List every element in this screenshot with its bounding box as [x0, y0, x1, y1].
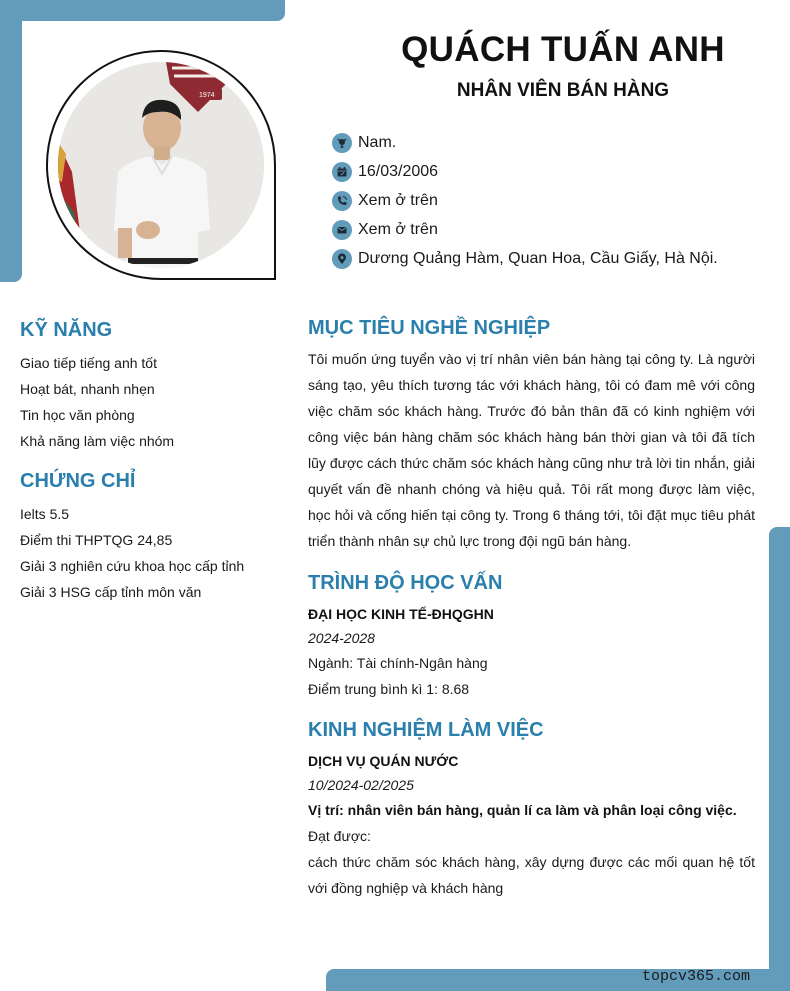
location-icon [332, 249, 352, 269]
email-icon [332, 220, 352, 240]
contact-value: Dương Quảng Hàm, Quan Hoa, Cầu Giấy, Hà Nội. [358, 249, 718, 267]
avatar-frame [46, 50, 276, 280]
education-period: 2024-2028 [308, 630, 375, 646]
watermark: topcv365.com [642, 968, 751, 985]
decor-bar-top [0, 0, 285, 21]
calendar-icon [332, 162, 352, 182]
gender-icon [332, 133, 352, 153]
experience-role: Vị trí: nhân viên bán hàng, quản lí ca làm và phân loại công việc. [308, 802, 737, 818]
education-heading: TRÌNH ĐỘ HỌC VẤN [308, 572, 503, 594]
certificate-item: Giải 3 HSG cấp tỉnh môn văn [20, 584, 202, 600]
candidate-name: QUÁCH TUẤN ANH [401, 30, 725, 69]
objective-section [308, 346, 755, 554]
skills-list [20, 350, 290, 454]
contact-value: Xem ở trên [358, 220, 438, 238]
achieved-label: Đạt được: [308, 828, 371, 844]
avatar [58, 62, 264, 268]
contact-email [332, 215, 718, 244]
certificate-item: Giải 3 nghiên cứu khoa học cấp tỉnh [20, 558, 245, 574]
contact-gender [332, 128, 718, 157]
education-gpa: Điểm trung bình kì 1: 8.68 [308, 681, 470, 697]
skill-item: Hoạt bát, nhanh nhẹn [20, 381, 155, 397]
contact-phone [332, 186, 718, 215]
contact-value: Nam. [358, 133, 397, 151]
profile-photo [58, 62, 264, 268]
certificates-heading: CHỨNG CHỈ [20, 470, 136, 492]
objective-heading: MỤC TIÊU NGHỀ NGHIỆP [308, 317, 551, 339]
experience-period: 10/2024-02/2025 [308, 777, 414, 793]
certificates-list [20, 501, 290, 605]
skills-heading: KỸ NĂNG [20, 319, 113, 341]
certificate-item: Điểm thi THPTQG 24,85 [20, 532, 173, 548]
skill-item: Khả năng làm việc nhóm [20, 433, 175, 449]
emblem-text: 1974 [199, 92, 215, 99]
contact-birthday [332, 157, 718, 186]
achieved-text: cách thức chăm sóc khách hàng, xây dựng được các mối quan hệ tốt với đồng nghiệp và khách hàng [308, 854, 755, 896]
phone-icon [332, 191, 352, 211]
contact-value: 16/03/2006 [358, 162, 439, 180]
decor-bar-left [0, 0, 22, 282]
experience-section [308, 749, 755, 901]
contact-address [332, 244, 718, 273]
objective-text: Tôi muốn ứng tuyển vào vị trí nhân viên bán hàng tại công ty. Là người sáng tạo, yêu thích tương tác với khách hàng, tôi có đam mê với công việc chăm sóc khách hàng. Trước đó bản thân đã có kinh nghiệm với công việc bán hàng chăm sóc khách hàng bán thời gian và tôi đã tích lũy được cách thức chăm sóc khách hàng cũng như trả lời tin nhắn, giải quyết vấn đề nhanh chóng và hiệu quả. Tôi rất mong được làm việc, học hỏi và cống hiến tại công ty. Trong 6 tháng tới, tôi đặt mục tiêu phát triển thành nhân sự chủ lực trong đội ngũ bán hàng. [308, 351, 755, 549]
contact-list [332, 128, 718, 273]
skill-item: Giao tiếp tiếng anh tốt [20, 355, 157, 371]
job-title: NHÂN VIÊN BÁN HÀNG [456, 80, 670, 101]
contact-value: Xem ở trên [358, 191, 438, 209]
experience-heading: KINH NGHIỆM LÀM VIỆC [308, 719, 544, 741]
certificate-item: Ielts 5.5 [20, 506, 70, 522]
decor-bar-right [769, 527, 790, 991]
company-name: DỊCH VỤ QUÁN NƯỚC [308, 753, 459, 769]
skill-item: Tin học văn phòng [20, 407, 135, 423]
school-name: ĐẠI HỌC KINH TẾ-ĐHQGHN [308, 606, 494, 622]
education-section [308, 602, 755, 702]
education-major: Ngành: Tài chính-Ngân hàng [308, 655, 488, 671]
